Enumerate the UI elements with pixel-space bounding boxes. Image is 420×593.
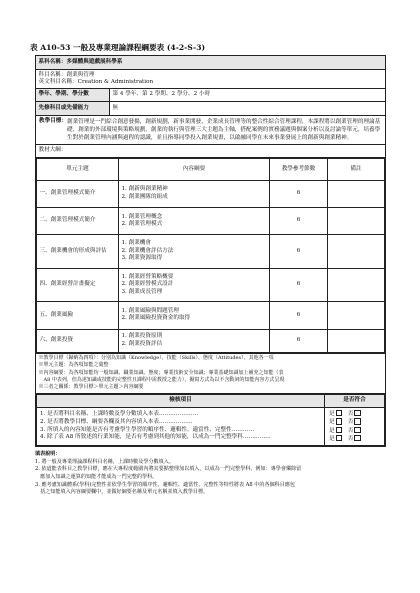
content-item: 2. 創業管理模式 <box>121 221 163 228</box>
header-unit: 單元主題 <box>37 159 119 180</box>
unit-contents <box>119 329 270 352</box>
content-item: 1. 創業投資原則 <box>121 333 163 340</box>
content-item: 1. 創業風險與問題管理 <box>121 307 179 314</box>
no-checkbox[interactable] <box>354 418 361 425</box>
yes-label: 是 <box>329 418 335 425</box>
unit-note <box>328 180 385 207</box>
unit-row <box>37 302 385 329</box>
fill-instructions <box>35 451 386 497</box>
unit-contents <box>119 235 270 268</box>
checklist-items <box>37 407 385 445</box>
header-note: 備註 <box>328 159 385 180</box>
department-label: 系科名稱： <box>38 58 67 65</box>
instruction-line: 應加入知識之運算的知能才能成為一門完整的學科。 <box>35 473 158 480</box>
content-item: 3. 創業成長管理 <box>121 288 163 295</box>
content-item: 3. 創業資源取得 <box>121 255 163 262</box>
content-item: 2. 創業經營模式設計 <box>121 281 174 288</box>
header-hours: 教學參考節數 <box>270 159 328 180</box>
instruction-line: 括之知能填入內容綱要欄中，並做好綱要名稱及單元名稱並填入教學目標。 <box>35 489 209 496</box>
yes-label: 是 <box>329 427 335 434</box>
unit-contents <box>119 208 270 235</box>
unit-contents <box>119 180 270 207</box>
no-label: 否 <box>347 427 354 434</box>
checklist-row <box>36 393 386 447</box>
units-table <box>36 158 385 353</box>
objectives-text: 創業管理是一門綜合創意發揚，創新規劃，新事業開發，企業成長管理等的整合性綜合管理課程，本課程將以創業管理的理論基礎、創業的外部環境與策略規劃，創業的執行與管理三大主題為主軸，搭配案例的實務議題與個案分析以及討論等單元，培養學生對於創業管理內涵與過程的認識，並且指導同學投入創業規畫，以啟融同學在未來事業發展上的創新與創業精神。 <box>66 118 381 141</box>
units-header <box>37 159 385 180</box>
fill-instructions-title: 填表說明： <box>35 451 61 457</box>
unit-hours: 6 <box>270 235 328 268</box>
check-pair <box>329 435 380 443</box>
note-line: A8 中表列，但為達知識或技能的完整性且課程中需教授之能力），擬寫方式為以不含動詞的知能內容方式呈現 <box>38 376 285 383</box>
unit-hours: 6 <box>270 302 328 329</box>
course-en-label: 英文科目名稱： <box>38 79 78 86</box>
unit-contents <box>119 268 270 301</box>
course-en-value: Creation & Administration <box>77 79 154 86</box>
content-item: 2. 創業投資評估 <box>121 340 163 347</box>
schedule-value: 第 4 學年、第 2 學期、2 學分、2 小時 <box>110 88 386 101</box>
prerequisite-row <box>36 102 386 115</box>
instruction-line: 2. 依道能表科目之教學目標，應在大專程度範圍內將其要點整理加以填入，以成為一門完整學科，例如：專學會樂除留 <box>35 466 302 473</box>
prerequisite-value: 無 <box>110 102 386 115</box>
unit-note <box>328 268 385 301</box>
content-item: 2. 創業團隊的組成 <box>121 193 168 200</box>
instruction-line: 1. 將一般及專業理論課程科目名稱，上課時數及學分數填入。 <box>35 458 174 465</box>
no-label: 否 <box>347 435 354 442</box>
yes-checkbox[interactable] <box>336 427 343 434</box>
content-item: 1. 創業經營策略概要 <box>121 273 174 280</box>
notes-row <box>36 353 386 393</box>
unit-hours: 6 <box>270 268 328 301</box>
unit-row <box>37 329 385 352</box>
header-content: 內容綱要 <box>119 159 270 180</box>
yes-checkbox[interactable] <box>336 410 343 417</box>
course-label: 科目名稱： <box>38 71 67 78</box>
unit-note <box>328 235 385 268</box>
unit-title: 五、創業風險 <box>37 302 119 329</box>
checklist-item-header: 檢核項目 <box>37 394 325 407</box>
checklist-item: 1. 是否將科目名稱、上課時數及學分數填入本表………………… <box>40 411 199 418</box>
unit-hours: 6 <box>270 329 328 352</box>
checklist-match-header: 是否符合 <box>325 394 385 407</box>
content-item: 1. 創業管理概念 <box>121 213 163 220</box>
no-checkbox[interactable] <box>354 410 361 417</box>
page-title: 表 A10-53 一般及專業理論課程綱要表 (4-2-S-3) <box>30 43 206 52</box>
unit-row <box>37 235 385 268</box>
course-value: 創業與管理 <box>66 71 95 78</box>
content-item: 1. 創新與創業精神 <box>121 186 168 193</box>
yes-label: 是 <box>329 410 335 417</box>
unit-hours: 6 <box>270 208 328 235</box>
objectives-row <box>36 115 386 144</box>
checklist-item: 3. 所填入的內容知能是否有考慮學生學習的順序性、邏輯性、適當性、完整性………… <box>40 426 255 433</box>
checklist-item: 2. 是否將教學目標、綱要各欄及其內容填入本表……………… <box>40 418 193 425</box>
note-line: ※內容綱要：為各項知能均一般知識、職業知識、態度；專業技術安全知識；專業基礎知識加上補充之知能（表 <box>38 369 284 376</box>
prerequisite-label: 先修科目或先備能力 <box>36 102 110 115</box>
yes-checkbox[interactable] <box>336 418 343 425</box>
objectives-label: 教學目標： <box>39 117 67 124</box>
department-value: 多媒體與遊戲展科學系 <box>66 58 123 65</box>
unit-title: 二、創業管理模式簡介 <box>37 208 119 235</box>
unit-hours: 6 <box>270 180 328 207</box>
unit-title: 一、創業管理模式簡介 <box>37 180 119 207</box>
unit-row <box>37 268 385 301</box>
yes-label: 是 <box>329 435 335 442</box>
no-label: 否 <box>347 410 354 417</box>
instruction-line: 3. 應考慮知識體系(學科)完整性並依學生學習的順序性、邏輯性、適當性、完整性等特性將表 A8 中的各個科目應包 <box>35 481 296 488</box>
units-row <box>36 158 386 354</box>
content-item: 1. 創業機會 <box>121 240 151 247</box>
outline-label: 教材大綱： <box>36 144 386 157</box>
content-item: 2. 創業機會評估方法 <box>121 247 174 254</box>
syllabus-table <box>35 55 386 447</box>
note-line: ※單元主題：為各項知能之彙整 <box>38 362 109 369</box>
checklist-table <box>36 394 385 447</box>
check-pair <box>329 418 380 426</box>
yes-checkbox[interactable] <box>336 435 343 442</box>
unit-title: 四、創業經營計畫擬定 <box>37 268 119 301</box>
department-row <box>36 56 386 70</box>
no-label: 否 <box>347 418 354 425</box>
no-checkbox[interactable] <box>354 435 361 442</box>
note-line: ※教學目標（歸納為四項）：分別為知識（Knowledge）、技能（Skills）、態度（Attitudes）、其他各一項 <box>38 355 274 362</box>
checklist-item: 4. 除了表 A8 所敘述的行業知能，是否有考慮到其他的知能，以成為一門完整學科…………… <box>40 434 271 441</box>
checklist-header <box>37 394 385 407</box>
unit-note <box>328 208 385 235</box>
unit-note <box>328 302 385 329</box>
no-checkbox[interactable] <box>354 427 361 434</box>
unit-row <box>37 180 385 207</box>
note-line: ※三者之關係：教學目標＞單元主題＞內容綱要 <box>38 384 144 391</box>
unit-row <box>37 208 385 235</box>
schedule-row <box>36 88 386 101</box>
check-pair <box>329 410 380 418</box>
content-item: 2. 創業風險投資資金的取得 <box>121 315 191 322</box>
unit-contents <box>119 302 270 329</box>
course-name-row <box>36 70 386 88</box>
unit-title: 三、創業機會的形成與評估 <box>37 235 119 268</box>
outline-row <box>36 144 386 157</box>
schedule-label: 學年、學期、學分數 <box>36 88 110 101</box>
check-pair <box>329 427 380 435</box>
unit-title: 六、創業投資 <box>37 329 119 352</box>
unit-note <box>328 329 385 352</box>
